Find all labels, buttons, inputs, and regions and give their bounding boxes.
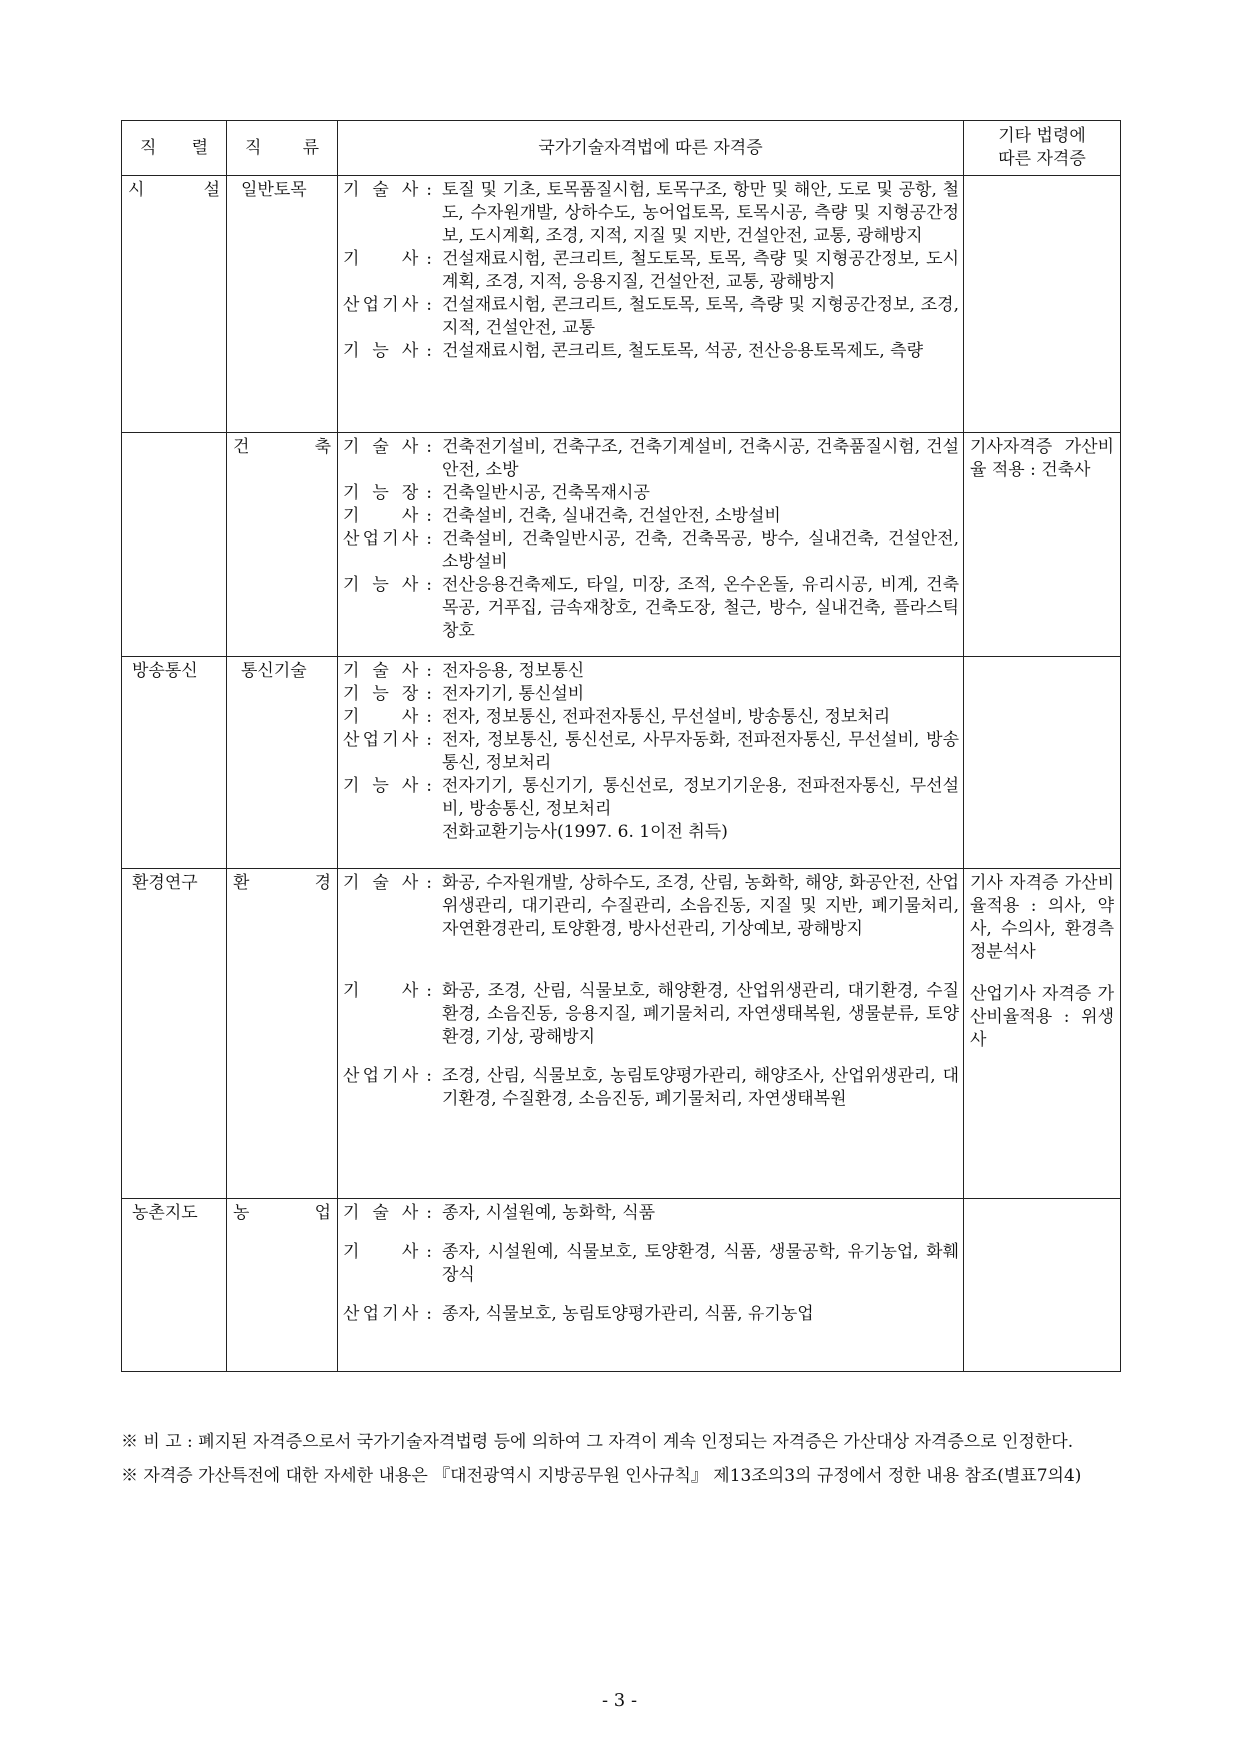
cert-line: 기 술 사 : 토질 및 기초, 토목품질시험, 토목구조, 항만 및 해안, 도로 및 공항, 철도, 수자원개발, 상하수도, 농어업토목, 토목시공, 측량 및 지형공간정보, 도시계획, 조경, 지적, 지질 및 지반, 건설안전, 교통, 광해방지 <box>343 180 959 246</box>
cert-line: 기 사 : 종자, 시설원예, 식물보호, 토양환경, 식품, 생물공학, 유기농업, 화훼장식 <box>343 1242 959 1285</box>
kind-cell: 환 경 <box>227 869 338 1199</box>
note-remark: ※ 비 고 : 폐지된 자격증으로서 국가기술자격법령 등에 의하여 그 자격이 계속 인정되는 자격증은 가산대상 자격증으로 인정한다. <box>121 1432 1074 1452</box>
cert-cell <box>338 869 964 1199</box>
other-cert-cell <box>964 1199 1121 1372</box>
cert-line: 기 능 사 : 전산응용건축제도, 타일, 미장, 조적, 온수온돌, 유리시공, 비계, 건축목공, 거푸집, 금속재창호, 건축도장, 철근, 방수, 실내건축, 플라스틱창호 <box>343 575 959 641</box>
series-cell: 농촌지도 <box>122 1199 227 1372</box>
other-cert-cell: 기사 자격증 가산비율적용 : 의사, 약사, 수의사, 환경측정분석사 산업기사 자격증 가산비율적용 : 위생사 <box>964 869 1121 1199</box>
table-row <box>122 869 1121 1199</box>
cert-cell <box>338 1199 964 1372</box>
header-other-cert: 기타 법령에 따른 자격증 <box>964 121 1121 176</box>
cert-cell <box>338 176 964 433</box>
cert-line: 기 사 : 건설재료시험, 콘크리트, 철도토목, 토목, 측량 및 지형공간정보, 도시계획, 조경, 지적, 응용지질, 건설안전, 교통, 광해방지 <box>343 249 959 292</box>
other-cert-cell <box>964 176 1121 433</box>
header-series: 직 렬 <box>122 121 227 176</box>
cert-line: 기 술 사 : 건축전기설비, 건축구조, 건축기계설비, 건축시공, 건축품질시험, 건설안전, 소방 <box>343 437 959 480</box>
cert-line: 기 사 : 화공, 조경, 산림, 식물보호, 해양환경, 산업위생관리, 대기환경, 수질환경, 소음진동, 응용지질, 폐기물처리, 자연생태복원, 생물분류, 토양환경, 기상, 광해방지 <box>343 981 959 1047</box>
series-cell: 방송통신 <box>122 657 227 869</box>
kind-cell: 농 업 <box>227 1199 338 1372</box>
cert-line: 산 업 기 사 : 건설재료시험, 콘크리트, 철도토목, 토목, 측량 및 지형공간정보, 조경, 지적, 건설안전, 교통 <box>343 295 959 338</box>
cert-line: 기 사 : 건축설비, 건축, 실내건축, 건설안전, 소방설비 <box>343 506 781 526</box>
series-cell: 환경연구 <box>122 869 227 1199</box>
cert-line: 산 업 기 사 : 종자, 식물보호, 농림토양평가관리, 식품, 유기농업 <box>343 1304 814 1324</box>
table-row <box>122 657 1121 869</box>
cert-cell <box>338 657 964 869</box>
cert-line: 기 술 사 : 화공, 수자원개발, 상하수도, 조경, 산림, 농화학, 해양, 화공안전, 산업위생관리, 대기관리, 수질관리, 소음진동, 지질 및 지반, 폐기물처리, 자연환경관리, 토양환경, 방사선관리, 기상예보, 광해방지 <box>343 873 959 939</box>
table-row <box>122 433 1121 657</box>
cert-line: 산 업 기 사 : 조경, 산림, 식물보호, 농림토양평가관리, 해양조사, 산업위생관리, 대기환경, 수질환경, 소음진동, 폐기물처리, 자연생태복원 <box>343 1066 959 1109</box>
notes <box>121 1425 1121 1493</box>
table-row <box>122 1199 1121 1372</box>
cert-cell <box>338 433 964 657</box>
cert-line: 기 사 : 전자, 정보통신, 전파전자통신, 무선설비, 방송통신, 정보처리 <box>343 707 891 727</box>
header-kind: 직 류 <box>227 121 338 176</box>
header-national-cert: 국가기술자격법에 따른 자격증 <box>338 121 964 176</box>
table-row <box>122 176 1121 433</box>
kind-cell: 건 축 <box>227 433 338 657</box>
cert-line: 기 능 사 : 건설재료시험, 콘크리트, 철도토목, 석공, 전산응용토목제도, 측량 <box>343 341 924 361</box>
other-cert-cell: 기사자격증 가산비율 적용 : 건축사 <box>964 433 1121 657</box>
cert-line: 기 능 장 : 건축일반시공, 건축목재시공 <box>343 483 650 503</box>
cert-line: 산 업 기 사 : 전자, 정보통신, 통신선로, 사무자동화, 전파전자통신, 무선설비, 방송통신, 정보처리 <box>343 730 959 773</box>
series-cell <box>122 433 227 657</box>
cert-line: 기 술 사 : 종자, 시설원예, 농화학, 식품 <box>343 1203 656 1223</box>
note-reference: ※ 자격증 가산특전에 대한 자세한 내용은 『대전광역시 지방공무원 인사규칙』 제13조의3의 규정에서 정한 내용 참조(별표7의4) <box>121 1466 1082 1486</box>
cert-line: 산 업 기 사 : 건축설비, 건축일반시공, 건축, 건축목공, 방수, 실내건축, 건설안전, 소방설비 <box>343 529 959 572</box>
page-number: - 3 - <box>601 1690 638 1711</box>
cert-line: 기 술 사 : 전자응용, 정보통신 <box>343 661 585 681</box>
kind-cell: 통신기술 <box>227 657 338 869</box>
cert-line: 기 능 장 : 전자기기, 통신설비 <box>343 684 585 704</box>
kind-cell: 일반토목 <box>227 176 338 433</box>
cert-line: 기 능 사 : 전자기기, 통신기기, 통신선로, 정보기기운용, 전파전자통신, 무선설비, 방송통신, 정보처리 전화교환기능사(1997. 6. 1이전 취득) <box>343 776 959 842</box>
series-cell: 시 설 <box>122 176 227 433</box>
other-cert-cell <box>964 657 1121 869</box>
table-header-row <box>122 121 1121 176</box>
qualification-table <box>121 120 1121 1372</box>
